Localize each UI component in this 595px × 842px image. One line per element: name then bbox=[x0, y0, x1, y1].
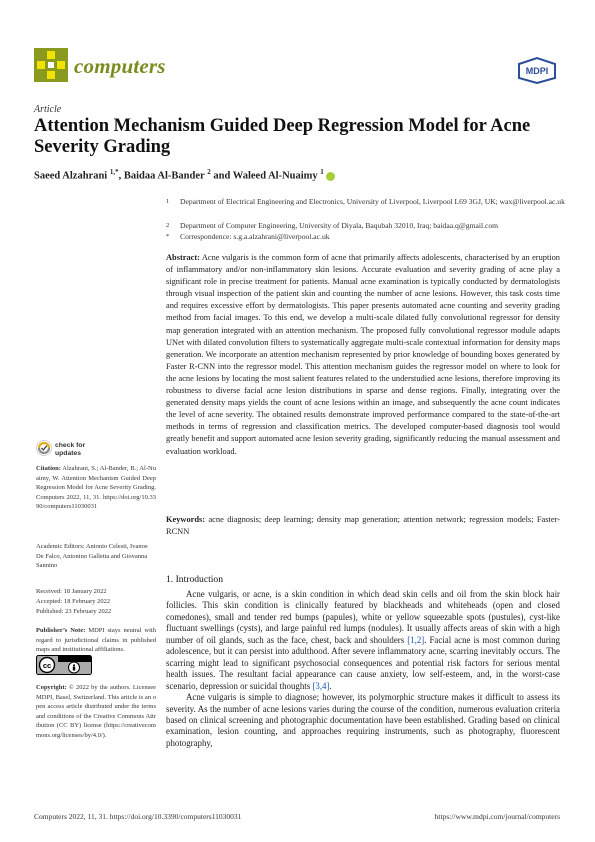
paper-title: Attention Mechanism Guided Deep Regression Model for Acne Severity Grading bbox=[34, 116, 531, 157]
paragraph: Acne vulgaris, or acne, is a skin condition in which dead skin cells and oil from the skin block hair follicles. This skin condition is clinically featured by blackheads and whiteheads (open and closed comedones), small and tender red bumps (papules), white or yellow squeezable spots (pustules), cyst-like fluctuant swellings (cysts), and large painful red lumps (nodules). It usually affects areas of skin with a high number of oil glands, such as the face, chest, back and shoulders [1,2]. Facial acne is most common during adolescence, but it can persist into adulthood. After severe inflammatory acne, scarring inevitably occurs. The scarring might lead to significant psychosocial consequences and potential risk factors for serious mental health issues. The resultant facial appearance can cause anxiety, low self-esteem, and, in the worst-case scenario, depression or suicidal thoughts [3,4]. bbox=[166, 589, 560, 691]
section-heading-introduction: 1. Introduction bbox=[166, 574, 224, 585]
author-name[interactable]: Saeed Alzahrani bbox=[34, 170, 108, 182]
citation-link[interactable]: [3,4] bbox=[312, 680, 330, 691]
author-name[interactable]: Baidaa Al-Bander bbox=[123, 170, 205, 182]
svg-text:cc: cc bbox=[42, 661, 52, 670]
author-affiliation-mark: 2 bbox=[207, 168, 211, 176]
keywords-label: Keywords: bbox=[166, 515, 206, 524]
affiliation-1: 1 Department of Electrical Engineering and Electronics, University of Liverpool, Liverpool L69 3GJ, UK; wax@liverpool.ac.uk bbox=[166, 197, 565, 206]
keywords-text: acne diagnosis; deep learning; density map generation; attention network; regression models; Faster-RCNN bbox=[166, 515, 560, 537]
author-list: Saeed Alzahrani $^{1,*}$, Baidaa Al-Bander $^2$ and Waleed Al-Nuaimy $^1$ bbox=[34, 168, 335, 182]
published-date: Published: 23 February 2022 bbox=[36, 608, 112, 615]
abstract bbox=[166, 252, 560, 458]
citation-text: Alzahrani, S.; Al-Bander, B.; Al-Nuaimy, W. Attention Mechanism Guided Deep Regression Model for Acne Severity Grading. Computers 2022, 11, 31. https://doi.org/10.3390/computers11030031 bbox=[36, 465, 156, 511]
journal-name: computers bbox=[74, 54, 166, 78]
received-date: Received: 18 January 2022 bbox=[36, 588, 107, 595]
check-for-updates-label[interactable]: check for updates bbox=[55, 442, 86, 457]
copyright-notice: Copyright: © 2022 by the authors. Licensee MDPI, Basel, Switzerland. This article is an open access article distributed under the terms and conditions of the Creative Commons Attribution (CC BY) license (https://creativecommons.org/licenses/by/4.0/). bbox=[36, 684, 156, 739]
paragraph: Acne vulgaris is simple to diagnose; however, its polymorphic structure makes it difficult to assess its severity. As the number of acne lesions varies during the course of the condition, numerous evaluation criteria based on clinical screening and photographic documentation have been established. Grading based on clinical examination, lesion counting, and approaches requiring instruments, such as photography, fluorescent photography, bbox=[166, 692, 560, 748]
keywords bbox=[166, 514, 560, 538]
publisher-note: Publisher’s Note: MDPI stays neutral with regard to jurisdictional claims in published maps and institutional affiliations. bbox=[36, 627, 156, 654]
accepted-date: Accepted: 18 February 2022 bbox=[36, 598, 111, 605]
author-affiliation-mark: 1,* bbox=[109, 168, 119, 176]
svg-text:MDPI: MDPI bbox=[525, 66, 549, 76]
correspondence: * Correspondence: s.g.a.alzahrani@liverpool.ac.uk bbox=[166, 232, 330, 241]
citation: Citation: Alzahrani, S.; Al-Bander, B.; Al-Nuaimy, W. Attention Mechanism Guided Deep Regression Model for Acne Severity Grading. Computers 2022, 11, 31. https://doi.org/10.3390/computers11030031 bbox=[36, 465, 156, 511]
footer-citation[interactable]: Computers 2022, 11, 31. https://doi.org/10.3390/computers11030031 bbox=[34, 812, 242, 821]
article-type: Article bbox=[34, 104, 62, 115]
mdpi-logo-icon bbox=[515, 56, 559, 84]
orcid-icon[interactable] bbox=[326, 172, 335, 181]
citation-link[interactable]: [1,2] bbox=[407, 634, 425, 645]
check-for-updates-icon[interactable] bbox=[36, 440, 52, 456]
author-affiliation-mark: 1 bbox=[320, 168, 324, 176]
computers-journal-logo-icon bbox=[34, 48, 68, 82]
cc-by-license-icon[interactable] bbox=[36, 655, 92, 675]
introduction-body bbox=[166, 589, 560, 749]
author-name[interactable]: Waleed Al-Nuaimy bbox=[232, 170, 318, 182]
abstract-label: Abstract: bbox=[166, 253, 200, 262]
affiliation-2: 2 Department of Computer Engineering, University of Diyala, Baqubah 32010, Iraq; baidaa.q@gmail.com bbox=[166, 221, 499, 230]
abstract-text: Acne vulgaris is the common form of acne that primarily affects adolescents, characterised by an eruption of inflammatory and/or non-inflammatory skin lesions. Accurate evaluation and severity grading of acne play a significant role in precise treatment for patients. Manual acne examination is typically conducted by dermatologists through visual inspection of the patient skin and counting the number of acne lesions. However, this task costs time and requires excessive effort by dermatologists. This paper presents automated acne counting and severity grading method from facial images. To this end, we develop a multi-scale dilated fully convolutional regressor for density map generation integrated with an attention mechanism. The proposed fully convolutional regressor module adapts UNet with dilated convolution filters to systematically aggregate multi-scale contextual information for density maps generation. We incorporate an attention mechanism represented by prior knowledge of bounding boxes generated by Faster R-CNN into the regressor model. This attention mechanism guides the regressor model on where to look for the acne lesions by locating the most salient features related to the understudied acne lesions, therefore improving its robustness to diverse facial acne lesion distributions in sparse and dense regions. Finally, integrating over the generated density maps yields the count of acne lesions within an image, and subsequently the acne count indicates the level of acne severity. The obtained results demonstrate improved performance compared to the state-of-the-art methods in terms of regression and classification metrics. The developed computer-based diagnosis tool would greatly benefit and support automated acne lesion severity grading, significantly reducing the manual assessment and evaluation workload. bbox=[166, 253, 560, 456]
academic-editors: Academic Editors: Antonio Celesti, Ivanoe De Falco, Antonino Galletta and Giovanna Sannino bbox=[36, 543, 148, 570]
footer-journal-url[interactable]: https://www.mdpi.com/journal/computers bbox=[434, 812, 560, 821]
